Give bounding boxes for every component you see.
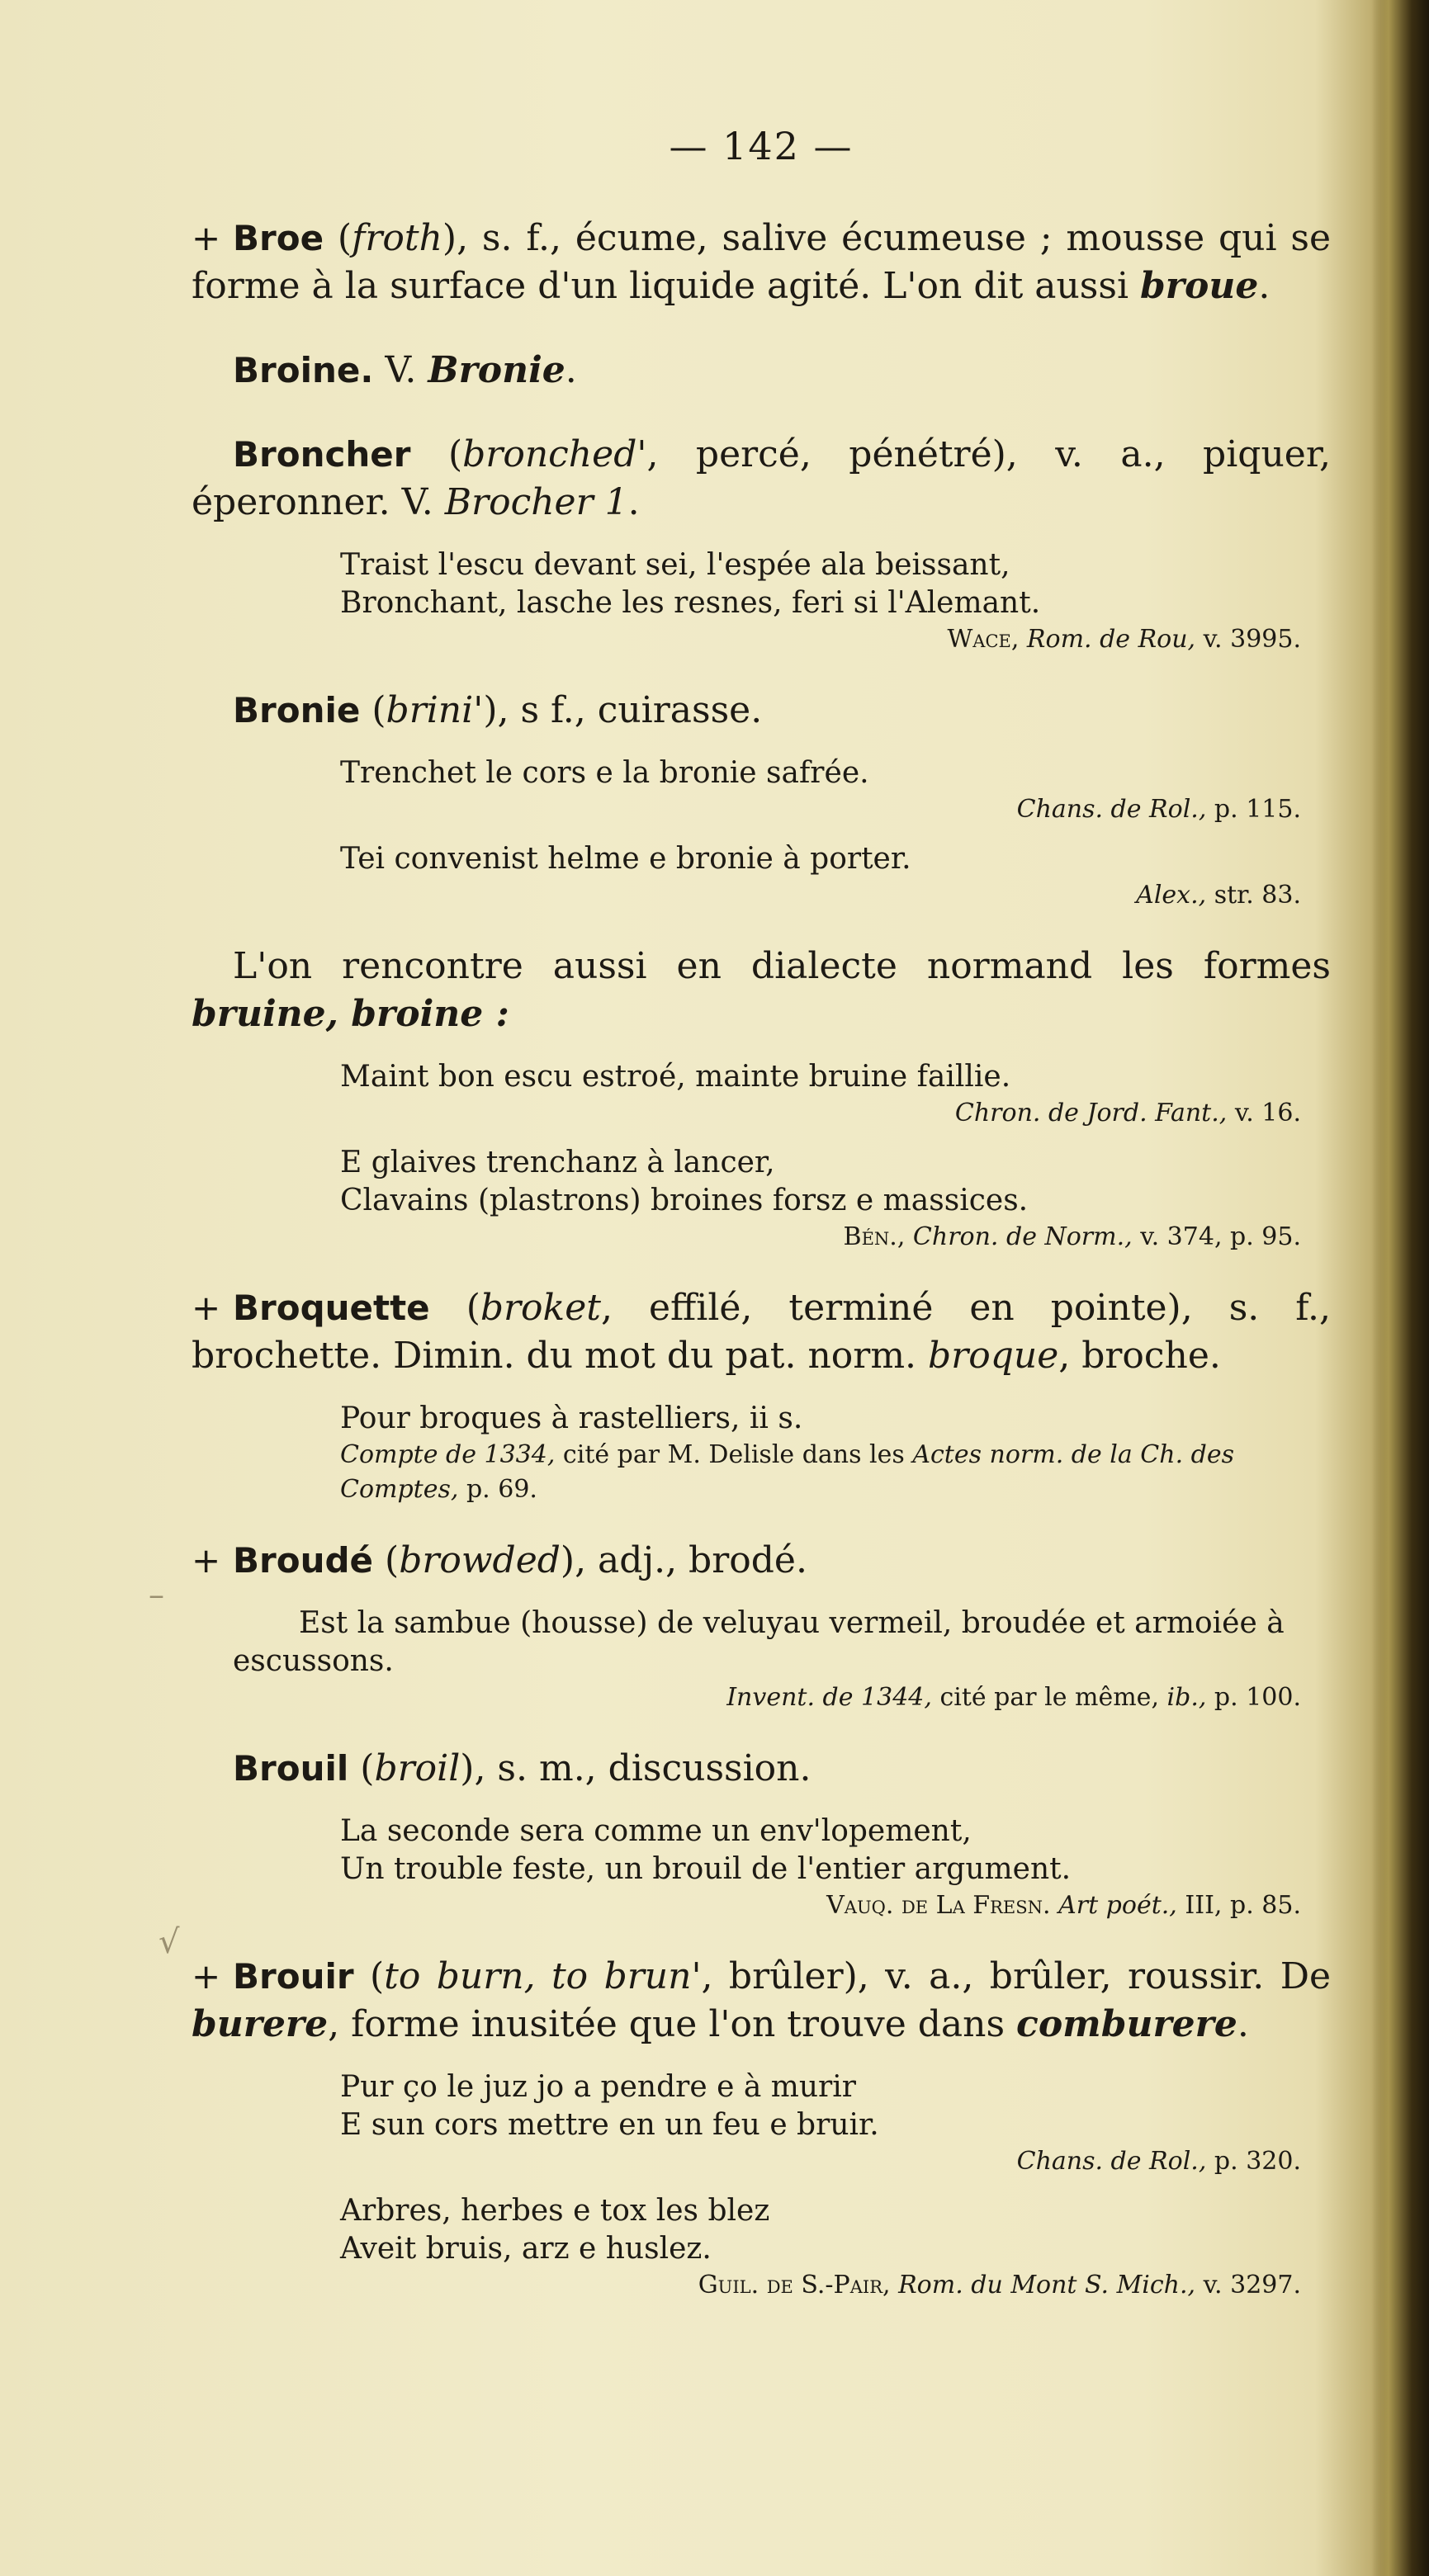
entry-broe: + Broe (froth), s. f., écume, salive écumeuse ; mousse qui se forme à la surface d'un liquide agité. L'on dit aussi broue. (192, 217, 1332, 307)
citation: Compte de 1334, cité par M. Delisle dans les Actes norm. de la Ch. des Comptes, p. 69. (340, 1440, 1234, 1504)
entry-brouir: + Brouir (to burn, to brun', brûler), v. a., brûler, roussir. De burere, forme inusitée que l'on trouve dans comburere. (192, 1955, 1332, 2045)
quotation: La seconde sera comme un env'lopement, Un trouble feste, un brouil de l'entier argument. Vauq. de La Fresn. Art poét., III, p. 85. (340, 1813, 1331, 1923)
entry-broquette: + Broquette (broket, effilé, terminé en pointe), s. f., brochette. Dimin. du mot du pat. norm. broque, broche. (192, 1287, 1331, 1377)
quotation: Trenchet le cors e la bronie safrée. Chans. de Rol., p. 115. (340, 754, 1331, 827)
entry-brouil: Brouil (broil), s. m., discussion. (233, 1747, 812, 1789)
page-number: — 142 — (669, 124, 854, 168)
margin-tick-mark: √ (159, 1923, 180, 1961)
entry-broude: + Broudé (browded), adj., brodé. (192, 1539, 807, 1581)
citation: Invent. de 1344, cité par le même, ib., p. 100. (726, 1683, 1301, 1712)
citation: Bén., Chron. de Norm., v. 374, p. 95. (843, 1222, 1301, 1251)
citation: Chans. de Rol., p. 115. (1016, 795, 1301, 824)
quotation: Tei convenist helme e bronie à porter. Alex., str. 83. (340, 840, 1331, 913)
citation: Chans. de Rol., p. 320. (1016, 2147, 1301, 2176)
citation: Wace, Rom. de Rou, v. 3995. (947, 625, 1301, 654)
entry-headword: + Broe (192, 218, 324, 258)
quotation: Est la sambue (housse) de veluyau vermeil, broudée et armoiée à escussons. Invent. de 1344, cité par le même, ib., p. 100. (233, 1605, 1331, 1715)
quotation: Maint bon escu estroé, mainte bruine faillie. Chron. de Jord. Fant., v. 16. (340, 1058, 1331, 1131)
citation: Guil. de S.-Pair, Rom. du Mont S. Mich., v. 3297. (698, 2271, 1301, 2299)
page-edge-shadow (1371, 0, 1429, 2576)
entry-bronie-note: L'on rencontre aussi en dialecte normand les formes bruine, broine : (192, 945, 1331, 1035)
citation: Alex., str. 83. (1136, 881, 1301, 910)
quotation: E glaives trenchanz à lancer, Clavains (plastrons) broines forsz e massices. Bén., Chron. de Norm., v. 374, p. 95. (340, 1144, 1331, 1255)
quotation: Pur ço le juz jo a pendre e à murir E sun cors mettre en un feu e bruir. Chans. de Rol., p. 320. (340, 2068, 1331, 2179)
quotation: Traist l'escu devant sei, l'espée ala beissant, Bronchant, lasche les resnes, feri si l'Alemant. Wace, Rom. de Rou, v. 3995. (340, 546, 1331, 657)
quotation: Arbres, herbes e tox les blez Aveit bruis, arz e huslez. Guil. de S.-Pair, Rom. du Mont S. Mich., v. 3297. (340, 2192, 1331, 2303)
citation: Chron. de Jord. Fant., v. 16. (954, 1099, 1301, 1127)
citation: Vauq. de La Fresn. Art poét., III, p. 85. (826, 1891, 1301, 1920)
margin-dash: – (149, 1576, 164, 1613)
entry-broncher: Broncher (bronched', percé, pénétré), v. a., piquer, éperonner. V. Brocher 1. (192, 433, 1332, 523)
entry-bronie: Bronie (brini'), s f., cuirasse. (233, 689, 763, 731)
quotation: Pour broques à rastelliers, ii s. Compte de 1334, cité par M. Delisle dans les Actes norm. de la Ch. des Comptes, p. 69. (340, 1400, 1331, 1507)
entry-broine: Broine. V. Bronie. (233, 349, 577, 391)
page-content (192, 124, 1331, 2333)
